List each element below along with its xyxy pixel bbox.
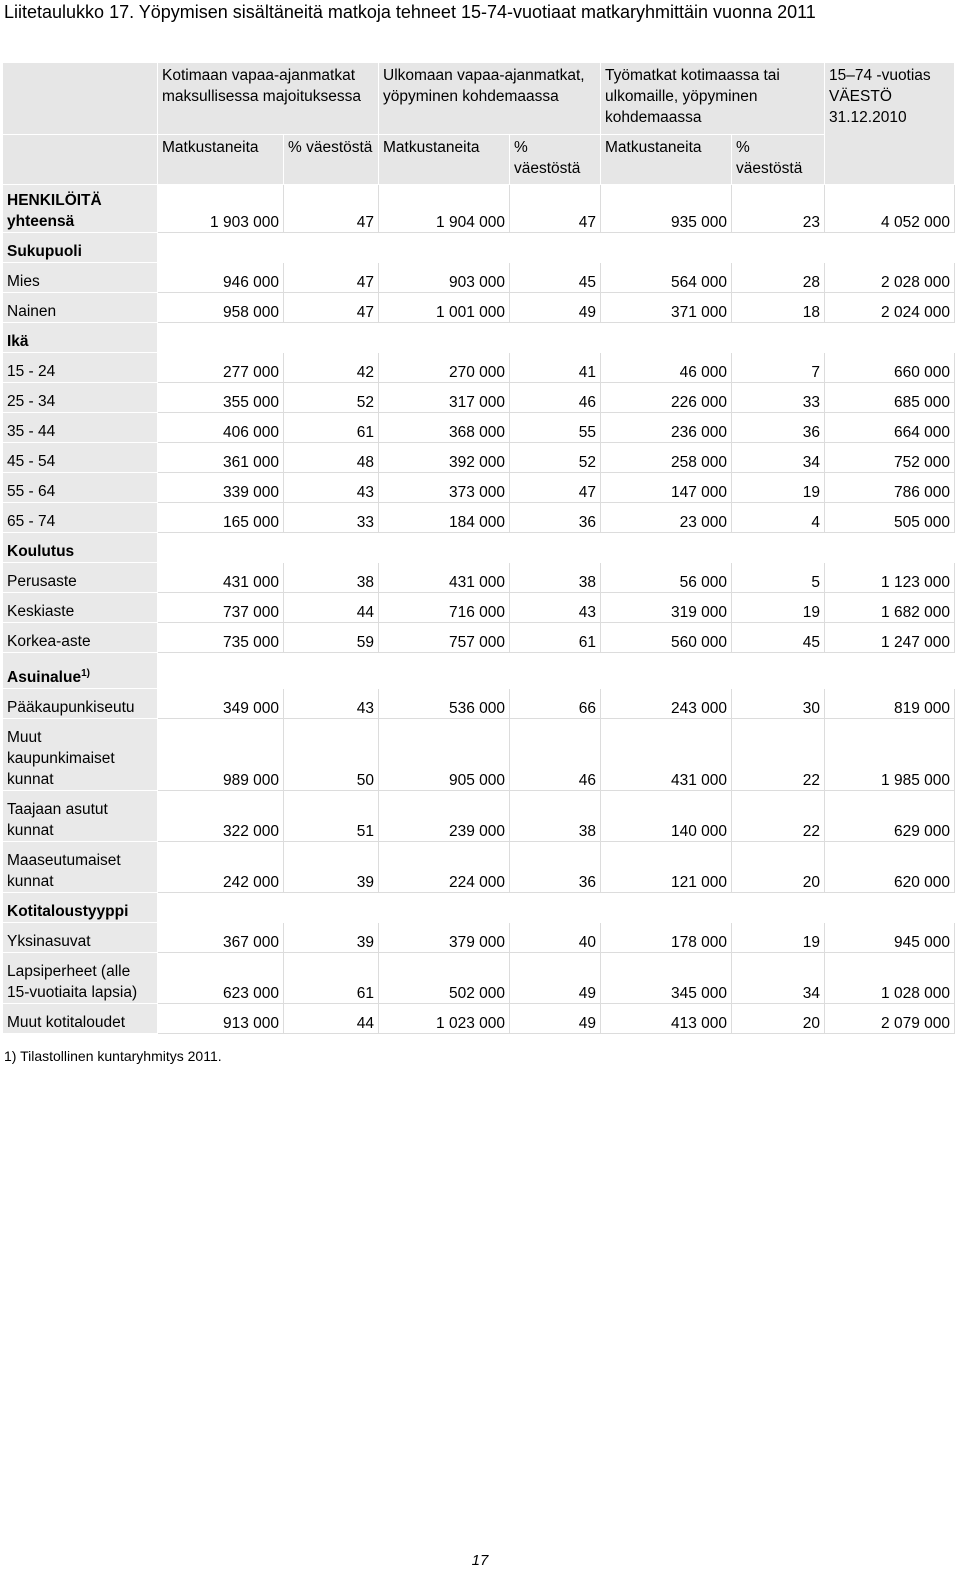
cell-foreign-leisure-trips: 536 000 <box>379 689 510 719</box>
cell-population: 664 000 <box>825 413 955 443</box>
cell-business-trips: 226 000 <box>601 383 732 413</box>
cell-population: 620 000 <box>825 842 955 893</box>
cell-foreign-leisure-pct: 47 <box>510 473 601 503</box>
footnote-marker: 1) <box>81 668 90 679</box>
cell-foreign-leisure-pct: 38 <box>510 563 601 593</box>
cell-foreign-leisure-trips: 392 000 <box>379 443 510 473</box>
cell-business-trips: 431 000 <box>601 719 732 791</box>
cell-business-trips: 935 000 <box>601 185 732 233</box>
row-label: HENKILÖITÄ yhteensä <box>3 185 158 233</box>
cell-business-trips: 345 000 <box>601 953 732 1004</box>
cell-foreign-leisure-pct: 49 <box>510 953 601 1004</box>
cell-business-pct: 4 <box>732 503 825 533</box>
row-label: 15 - 24 <box>3 353 158 383</box>
cell-business-trips: 243 000 <box>601 689 732 719</box>
section-spacer <box>158 533 955 563</box>
cell-population: 1 123 000 <box>825 563 955 593</box>
cell-foreign-leisure-trips: 903 000 <box>379 263 510 293</box>
row-label: Maaseutumaiset kunnat <box>3 842 158 893</box>
cell-business-pct: 20 <box>732 1004 825 1034</box>
cell-population: 1 247 000 <box>825 623 955 653</box>
table-row <box>3 443 955 473</box>
cell-population: 945 000 <box>825 923 955 953</box>
row-label: 55 - 64 <box>3 473 158 503</box>
cell-domestic-leisure-trips: 989 000 <box>158 719 284 791</box>
section-header: Sukupuoli <box>3 233 158 263</box>
subheader-pct: % väestöstä <box>510 135 601 185</box>
table-row <box>3 1004 955 1034</box>
cell-foreign-leisure-trips: 431 000 <box>379 563 510 593</box>
cell-business-pct: 36 <box>732 413 825 443</box>
cell-domestic-leisure-trips: 913 000 <box>158 1004 284 1034</box>
row-label: Mies <box>3 263 158 293</box>
cell-business-pct: 20 <box>732 842 825 893</box>
cell-domestic-leisure-pct: 47 <box>284 293 379 323</box>
cell-business-pct: 28 <box>732 263 825 293</box>
cell-domestic-leisure-pct: 47 <box>284 263 379 293</box>
cell-population: 2 024 000 <box>825 293 955 323</box>
cell-foreign-leisure-pct: 47 <box>510 185 601 233</box>
cell-domestic-leisure-pct: 44 <box>284 1004 379 1034</box>
subheader-trips: Matkustaneita <box>601 135 732 185</box>
cell-business-trips: 413 000 <box>601 1004 732 1034</box>
cell-business-trips: 121 000 <box>601 842 732 893</box>
header-business-trips: Työmatkat kotimaassa tai ulkomaille, yöpyminen kohdemaassa <box>601 63 825 135</box>
cell-business-pct: 22 <box>732 719 825 791</box>
cell-business-pct: 30 <box>732 689 825 719</box>
cell-business-trips: 560 000 <box>601 623 732 653</box>
table-row <box>3 353 955 383</box>
table-row <box>3 293 955 323</box>
cell-foreign-leisure-trips: 373 000 <box>379 473 510 503</box>
cell-foreign-leisure-trips: 1 904 000 <box>379 185 510 233</box>
cell-foreign-leisure-trips: 368 000 <box>379 413 510 443</box>
cell-foreign-leisure-trips: 1 023 000 <box>379 1004 510 1034</box>
cell-foreign-leisure-pct: 46 <box>510 383 601 413</box>
cell-domestic-leisure-pct: 59 <box>284 623 379 653</box>
cell-foreign-leisure-trips: 757 000 <box>379 623 510 653</box>
row-label: Lapsiperheet (alle 15-vuotiaita lapsia) <box>3 953 158 1004</box>
cell-domestic-leisure-trips: 946 000 <box>158 263 284 293</box>
cell-population: 685 000 <box>825 383 955 413</box>
cell-business-trips: 56 000 <box>601 563 732 593</box>
cell-domestic-leisure-trips: 367 000 <box>158 923 284 953</box>
cell-foreign-leisure-pct: 49 <box>510 1004 601 1034</box>
section-header: Ikä <box>3 323 158 353</box>
table-row <box>3 623 955 653</box>
table-row <box>3 593 955 623</box>
cell-foreign-leisure-trips: 270 000 <box>379 353 510 383</box>
cell-population: 2 028 000 <box>825 263 955 293</box>
table-row <box>3 953 955 1004</box>
cell-domestic-leisure-pct: 39 <box>284 842 379 893</box>
cell-business-trips: 319 000 <box>601 593 732 623</box>
cell-domestic-leisure-trips: 361 000 <box>158 443 284 473</box>
cell-population: 1 028 000 <box>825 953 955 1004</box>
cell-domestic-leisure-pct: 47 <box>284 185 379 233</box>
cell-domestic-leisure-trips: 623 000 <box>158 953 284 1004</box>
cell-business-pct: 19 <box>732 593 825 623</box>
row-label: Muut kotitaloudet <box>3 1004 158 1034</box>
subheader-trips: Matkustaneita <box>158 135 284 185</box>
cell-population: 819 000 <box>825 689 955 719</box>
table-row <box>3 383 955 413</box>
cell-domestic-leisure-trips: 735 000 <box>158 623 284 653</box>
section-header: Kotitaloustyyppi <box>3 893 158 923</box>
cell-business-trips: 140 000 <box>601 791 732 842</box>
cell-foreign-leisure-pct: 46 <box>510 719 601 791</box>
cell-population: 505 000 <box>825 503 955 533</box>
cell-population: 4 052 000 <box>825 185 955 233</box>
table-row <box>3 413 955 443</box>
cell-foreign-leisure-trips: 379 000 <box>379 923 510 953</box>
cell-business-trips: 236 000 <box>601 413 732 443</box>
cell-population: 752 000 <box>825 443 955 473</box>
table-row <box>3 563 955 593</box>
table-row <box>3 503 955 533</box>
cell-foreign-leisure-trips: 502 000 <box>379 953 510 1004</box>
cell-domestic-leisure-pct: 43 <box>284 473 379 503</box>
cell-business-pct: 7 <box>732 353 825 383</box>
cell-population: 660 000 <box>825 353 955 383</box>
row-label: 35 - 44 <box>3 413 158 443</box>
cell-business-trips: 564 000 <box>601 263 732 293</box>
page-number: 17 <box>471 1552 489 1569</box>
table-row <box>3 263 955 293</box>
cell-business-trips: 178 000 <box>601 923 732 953</box>
cell-foreign-leisure-pct: 40 <box>510 923 601 953</box>
cell-domestic-leisure-pct: 43 <box>284 689 379 719</box>
cell-domestic-leisure-trips: 958 000 <box>158 293 284 323</box>
cell-foreign-leisure-pct: 49 <box>510 293 601 323</box>
cell-domestic-leisure-trips: 242 000 <box>158 842 284 893</box>
header-foreign-leisure: Ulkomaan vapaa-ajanmatkat, yöpyminen kohdemaassa <box>379 63 601 135</box>
table-row <box>3 689 955 719</box>
cell-domestic-leisure-pct: 33 <box>284 503 379 533</box>
header-corner-lower <box>3 135 158 185</box>
cell-foreign-leisure-pct: 36 <box>510 503 601 533</box>
cell-foreign-leisure-pct: 38 <box>510 791 601 842</box>
subheader-trips: Matkustaneita <box>379 135 510 185</box>
cell-domestic-leisure-trips: 339 000 <box>158 473 284 503</box>
cell-business-pct: 34 <box>732 443 825 473</box>
cell-domestic-leisure-pct: 44 <box>284 593 379 623</box>
cell-business-pct: 5 <box>732 563 825 593</box>
cell-business-trips: 147 000 <box>601 473 732 503</box>
cell-business-pct: 18 <box>732 293 825 323</box>
cell-business-pct: 45 <box>732 623 825 653</box>
subheader-pct: % väestöstä <box>284 135 379 185</box>
cell-business-trips: 371 000 <box>601 293 732 323</box>
row-label: 25 - 34 <box>3 383 158 413</box>
cell-foreign-leisure-trips: 716 000 <box>379 593 510 623</box>
cell-domestic-leisure-pct: 51 <box>284 791 379 842</box>
row-label: Nainen <box>3 293 158 323</box>
section-spacer <box>158 653 955 689</box>
header-population: 15–74 -vuotias VÄESTÖ 31.12.2010 <box>825 63 955 185</box>
cell-foreign-leisure-pct: 61 <box>510 623 601 653</box>
header-corner <box>3 63 158 135</box>
cell-business-pct: 33 <box>732 383 825 413</box>
header-domestic-leisure: Kotimaan vapaa-ajanmatkat maksullisessa majoituksessa <box>158 63 379 135</box>
cell-foreign-leisure-pct: 45 <box>510 263 601 293</box>
cell-foreign-leisure-trips: 317 000 <box>379 383 510 413</box>
cell-foreign-leisure-pct: 55 <box>510 413 601 443</box>
cell-domestic-leisure-trips: 431 000 <box>158 563 284 593</box>
cell-domestic-leisure-pct: 42 <box>284 353 379 383</box>
table-row <box>3 893 955 923</box>
cell-domestic-leisure-pct: 48 <box>284 443 379 473</box>
cell-domestic-leisure-pct: 39 <box>284 923 379 953</box>
table-row <box>3 323 955 353</box>
cell-business-trips: 46 000 <box>601 353 732 383</box>
cell-foreign-leisure-pct: 52 <box>510 443 601 473</box>
row-label: 65 - 74 <box>3 503 158 533</box>
cell-domestic-leisure-trips: 1 903 000 <box>158 185 284 233</box>
cell-foreign-leisure-trips: 1 001 000 <box>379 293 510 323</box>
cell-domestic-leisure-pct: 38 <box>284 563 379 593</box>
row-label: Pääkaupunkiseutu <box>3 689 158 719</box>
section-spacer <box>158 323 955 353</box>
cell-domestic-leisure-trips: 277 000 <box>158 353 284 383</box>
cell-domestic-leisure-trips: 322 000 <box>158 791 284 842</box>
table-row <box>3 185 955 233</box>
cell-business-pct: 22 <box>732 791 825 842</box>
cell-domestic-leisure-trips: 355 000 <box>158 383 284 413</box>
cell-domestic-leisure-trips: 349 000 <box>158 689 284 719</box>
table-row <box>3 791 955 842</box>
cell-domestic-leisure-trips: 737 000 <box>158 593 284 623</box>
cell-population: 1 682 000 <box>825 593 955 623</box>
cell-domestic-leisure-trips: 165 000 <box>158 503 284 533</box>
cell-foreign-leisure-pct: 43 <box>510 593 601 623</box>
section-header: Koulutus <box>3 533 158 563</box>
cell-population: 629 000 <box>825 791 955 842</box>
table-row <box>3 923 955 953</box>
cell-business-trips: 23 000 <box>601 503 732 533</box>
cell-foreign-leisure-trips: 184 000 <box>379 503 510 533</box>
row-label: Perusaste <box>3 563 158 593</box>
subheader-pct: % väestöstä <box>732 135 825 185</box>
cell-foreign-leisure-trips: 905 000 <box>379 719 510 791</box>
table-row <box>3 842 955 893</box>
table-row <box>3 719 955 791</box>
cell-domestic-leisure-pct: 50 <box>284 719 379 791</box>
row-label: 45 - 54 <box>3 443 158 473</box>
cell-business-pct: 23 <box>732 185 825 233</box>
cell-domestic-leisure-pct: 61 <box>284 953 379 1004</box>
row-label: Taajaan asutut kunnat <box>3 791 158 842</box>
cell-foreign-leisure-pct: 66 <box>510 689 601 719</box>
cell-foreign-leisure-pct: 41 <box>510 353 601 383</box>
cell-business-pct: 19 <box>732 473 825 503</box>
page-title: Liitetaulukko 17. Yöpymisen sisältäneitä matkoja tehneet 15-74-vuotiaat matkaryhmittäin vuonna 2011 <box>4 2 816 22</box>
row-label: Muut kaupunkimaiset kunnat <box>3 719 158 791</box>
cell-domestic-leisure-trips: 406 000 <box>158 413 284 443</box>
cell-business-pct: 19 <box>732 923 825 953</box>
row-label: Korkea-aste <box>3 623 158 653</box>
row-label: Keskiaste <box>3 593 158 623</box>
cell-business-trips: 258 000 <box>601 443 732 473</box>
cell-population: 1 985 000 <box>825 719 955 791</box>
cell-population: 786 000 <box>825 473 955 503</box>
row-label: Yksinasuvat <box>3 923 158 953</box>
footnote: 1) Tilastollinen kuntaryhmitys 2011. <box>4 1048 222 1064</box>
section-header: Asuinalue$^{1)}$ <box>3 653 158 689</box>
cell-population: 2 079 000 <box>825 1004 955 1034</box>
cell-foreign-leisure-trips: 224 000 <box>379 842 510 893</box>
table-row <box>3 653 955 689</box>
table-row <box>3 473 955 503</box>
table-row <box>3 533 955 563</box>
table-row <box>3 233 955 263</box>
cell-business-pct: 34 <box>732 953 825 1004</box>
cell-foreign-leisure-pct: 36 <box>510 842 601 893</box>
cell-domestic-leisure-pct: 61 <box>284 413 379 443</box>
data-table <box>2 62 955 1034</box>
cell-foreign-leisure-trips: 239 000 <box>379 791 510 842</box>
section-spacer <box>158 893 955 923</box>
cell-domestic-leisure-pct: 52 <box>284 383 379 413</box>
section-spacer <box>158 233 955 263</box>
